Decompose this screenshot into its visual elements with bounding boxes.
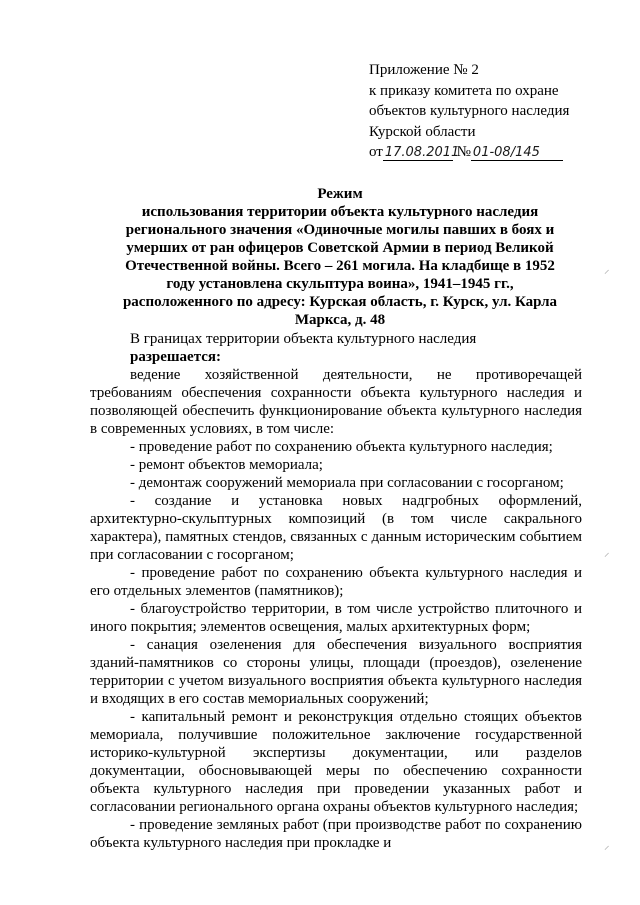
list-item: - проведение земляных работ (при производстве работ по сохранению объекта культурного наследия при прокладке и: [90, 817, 582, 851]
scan-artifact: ⸝: [604, 839, 610, 852]
list-item: - создание и установка новых надгробных оформлений, архитектурно-скульптурных композиций (в том числе сакрального характера), памятных стендов, связанных с данным историческим событием при согласовании с госорганом;: [90, 493, 582, 563]
list-item: - благоустройство территории, в том числе устройство плиточного и иного покрытия; элементов освещения, малых архитектурных форм;: [90, 601, 582, 635]
list-item: - проведение работ по сохранению объекта культурного наследия;: [130, 439, 553, 455]
scan-artifact: ⸝: [604, 546, 610, 559]
handwritten-date: 17.08.2011: [384, 145, 460, 160]
number-prefix: №: [456, 144, 471, 160]
document-title: [120, 185, 560, 329]
list-item: - капитальный ремонт и реконструкция отдельно стоящих объектов мемориала, получившие положительное заключение государственной историко-культурной экспертизы документации, или разделов документации, обосновывающей меры по обеспечению сохранности объекта культурного наследия при проведении указанных работ и согласовании регионального органа охраны объектов культурного наследия;: [90, 709, 582, 815]
list-item: - ремонт объектов мемориала;: [130, 457, 323, 473]
handwritten-number: 01-08/145: [471, 146, 563, 161]
main-paragraph: ведение хозяйственной деятельности, не противоречащей требованиям обеспечения сохранности объекта культурного наследия и позволяющей обеспечить функционирование объекта культурного наследия в современных условиях, в том числе:: [90, 367, 582, 437]
allowed-heading: разрешается:: [130, 349, 222, 365]
scan-artifact: ⸝: [604, 263, 610, 276]
date-prefix: от: [369, 144, 383, 160]
list-item: - санация озеленения для обеспечения визуального восприятия зданий-памятников со стороны улицы, площади (проездов), озеленение территории с учетом визуального восприятия объекта культурного наследия и входящих в его состав мемориальных сооружений;: [90, 637, 582, 707]
appendix-order-line: к приказу комитета по охране: [369, 82, 559, 99]
document-body: [90, 330, 582, 852]
appendix-header: [369, 60, 619, 163]
appendix-date-number-line: [369, 142, 619, 163]
appendix-region-line: Курской области: [369, 123, 476, 140]
intro-paragraph: В границах территории объекта культурного наследия: [130, 331, 477, 347]
list-item: - демонтаж сооружений мемориала при согласовании с госорганом;: [130, 475, 564, 491]
title-heading: Режим: [317, 186, 363, 202]
appendix-number: Приложение № 2: [369, 62, 479, 78]
title-text: использования территории объекта культурного наследия регионального значения «Одиночные могилы павших в боях и умерших от ран офицеров Советской Армии в период Великой Отечественной войны. Всего – 261 могила. На кладбище в 1952 году установлена скульптура воина», 1941–1945 гг., расположенного по адресу: Курская область, г. Курск, ул. Карла Маркса, д. 48: [122, 204, 558, 328]
list-item: - проведение работ по сохранению объекта культурного наследия и его отдельных элементов (памятников);: [90, 565, 582, 599]
appendix-committee-line: объектов культурного наследия: [369, 103, 570, 119]
